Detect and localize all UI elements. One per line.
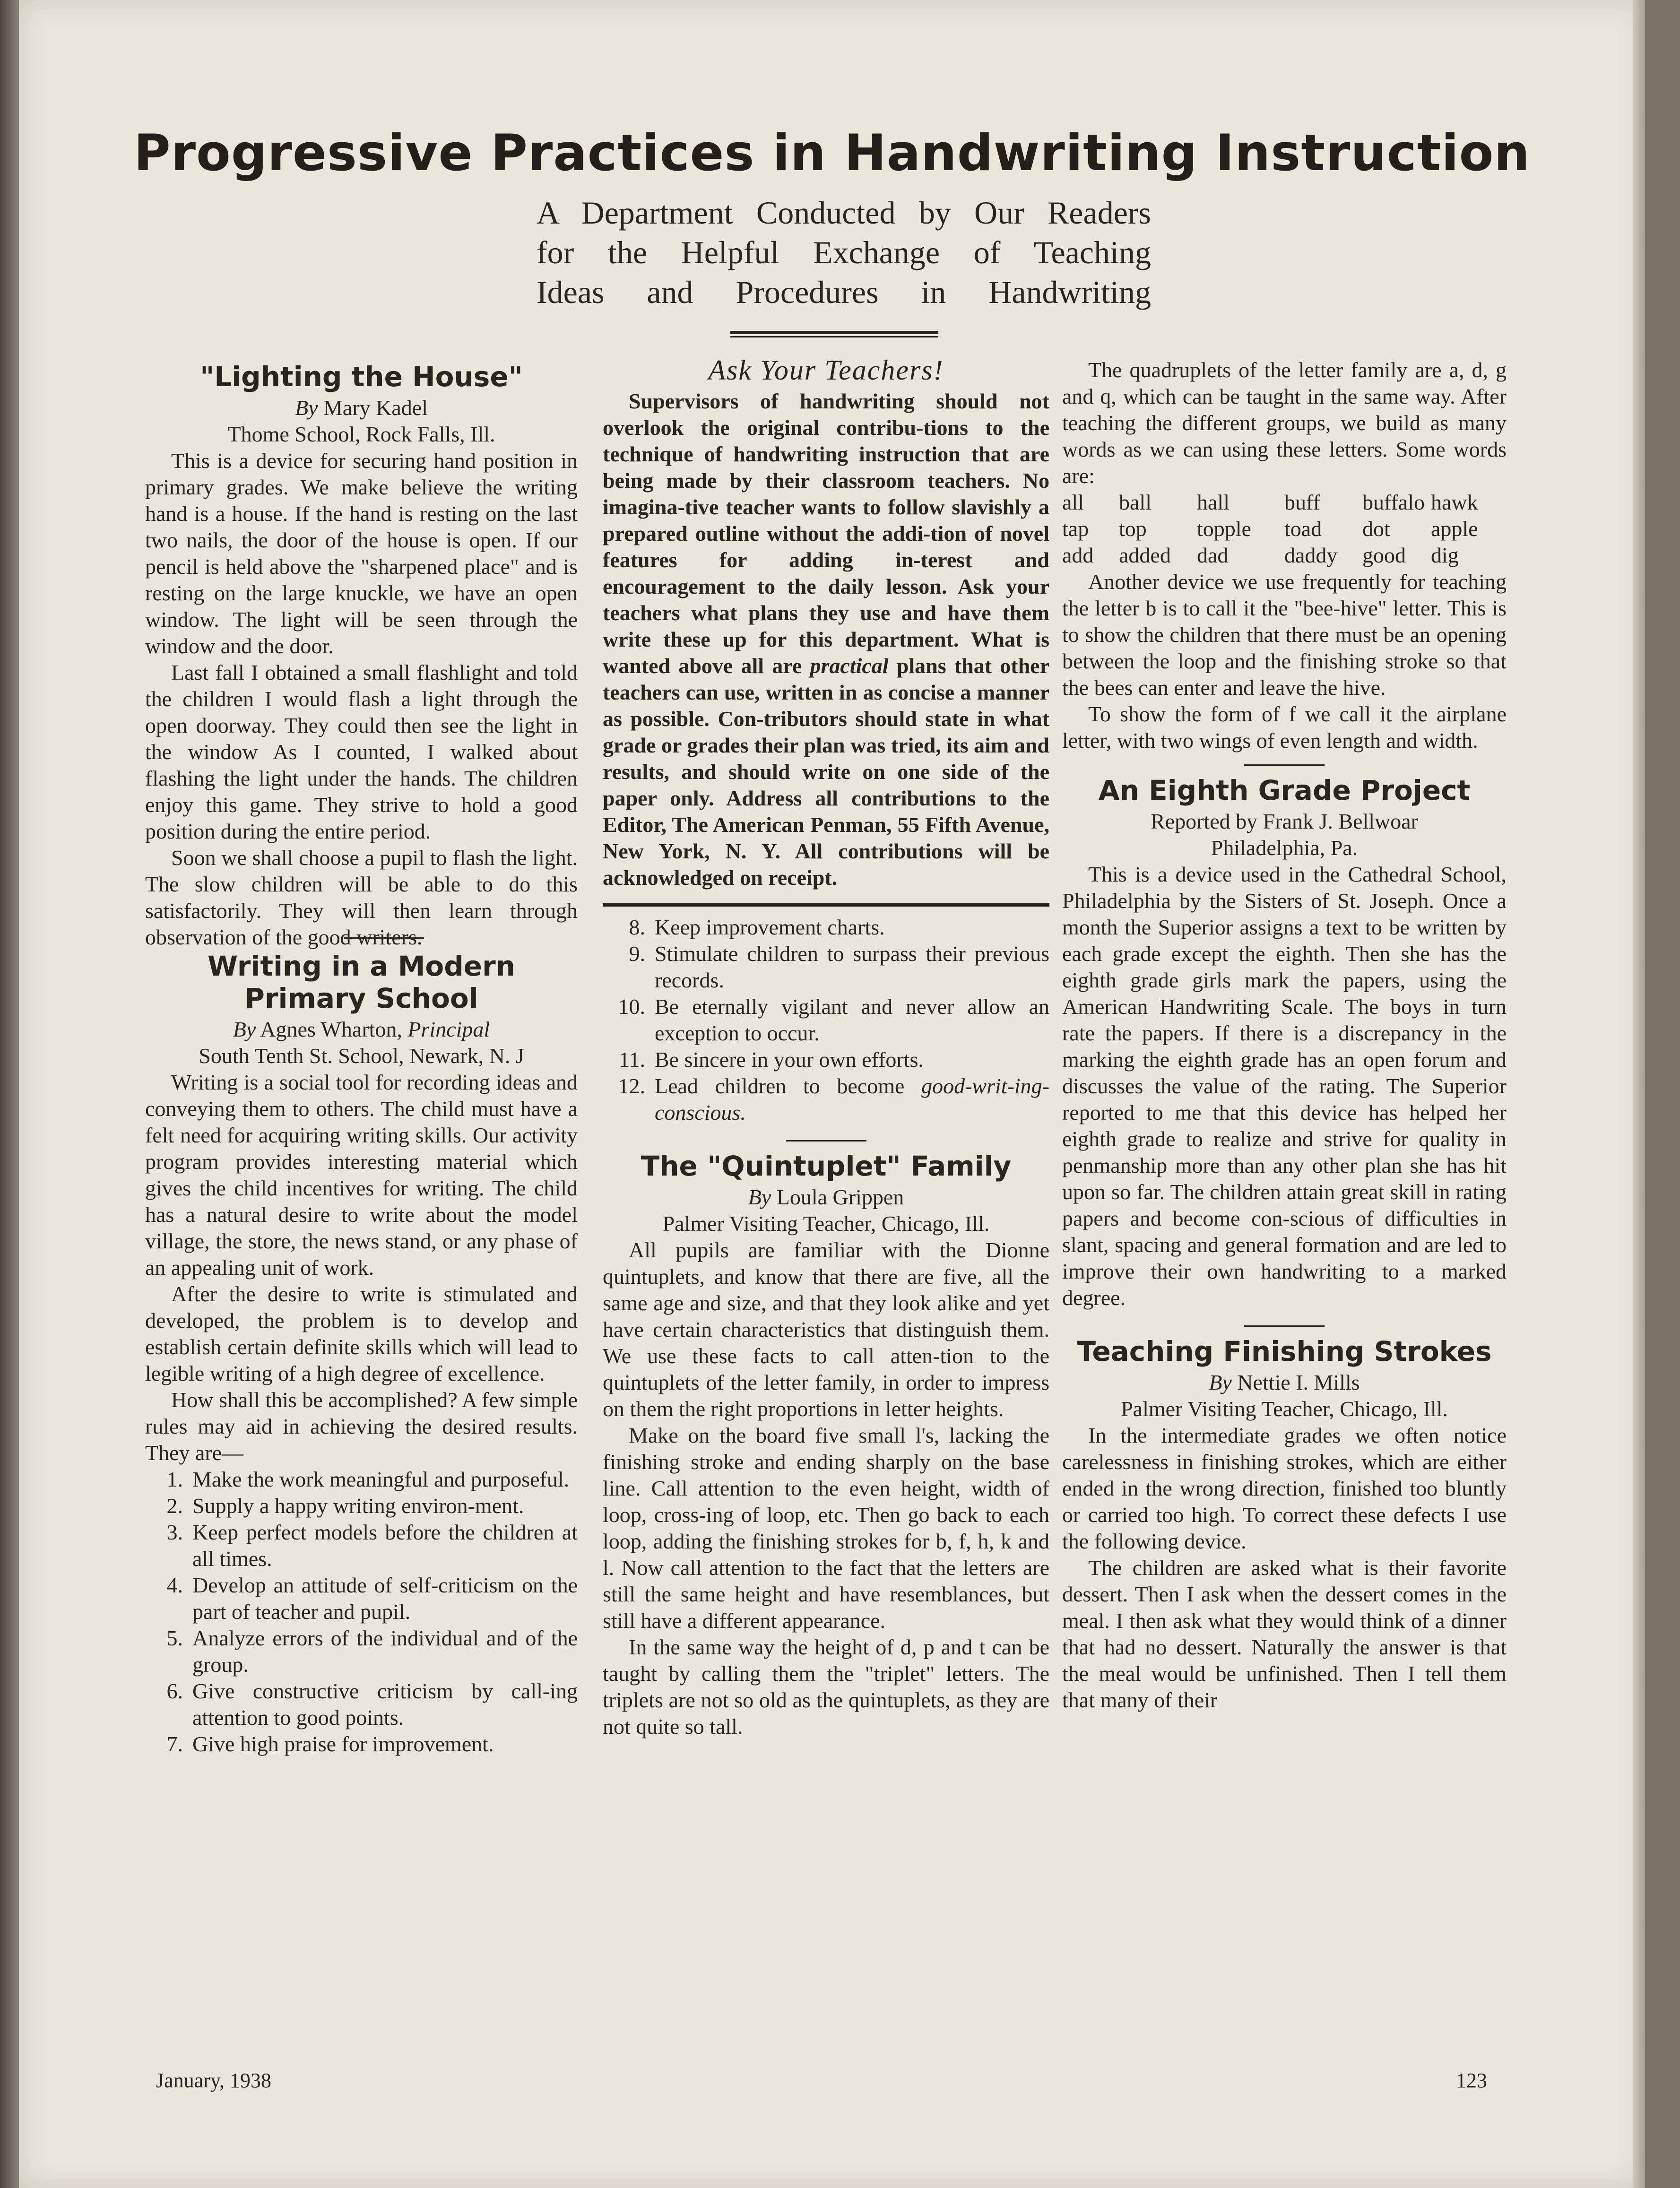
paragraph: In the intermediate grades we often notice carelessness in finishing strokes, which are either ended in the wrong direction, finished too bluntly or carried too high. To correct these defects I use the following device.	[1062, 1423, 1507, 1553]
list-item: 4. Develop an attitude of self-criticism on the part of teacher and pupil.	[166, 1573, 578, 1624]
word-item: daddy	[1284, 543, 1338, 567]
word-item: dad	[1197, 543, 1229, 567]
section-divider	[1244, 764, 1325, 766]
list-item: 8. Keep improvement charts.	[629, 915, 885, 939]
word-item: ball	[1119, 490, 1152, 514]
section-divider	[786, 1140, 866, 1142]
list-item: 11. Be sincere in your own efforts.	[619, 1047, 924, 1072]
word-item: dig	[1431, 543, 1459, 567]
page-edge-right	[1633, 0, 1645, 2188]
subtitle-line: Ideas and Procedures in Handwriting	[537, 274, 1151, 310]
page-subtitle	[537, 193, 1151, 312]
list-item: 1. Make the work meaningful and purposeful.	[166, 1467, 570, 1491]
word-item: top	[1119, 517, 1147, 541]
word-item: hall	[1197, 490, 1230, 514]
word-item: buffalo	[1362, 490, 1425, 514]
paragraph: After the desire to write is stimulated and developed, the problem is to develop and establish certain definite skills which will lead to legible writing of a high degree of excellence.	[145, 1282, 578, 1385]
word-item: dot	[1362, 517, 1390, 541]
title-divider	[730, 331, 938, 337]
word-item: hawk	[1431, 490, 1478, 514]
column-3	[1062, 357, 1507, 1713]
word-item: tap	[1062, 517, 1089, 541]
article-title-ask: Ask Your Teachers!	[708, 355, 944, 386]
byline: By Nettie I. Mills	[1209, 1370, 1360, 1394]
paragraph: To show the form of f we call it the airplane letter, with two wings of even length and width.	[1062, 702, 1507, 752]
byline: By Mary Kadel	[295, 396, 428, 420]
paragraph: Soon we shall choose a pupil to flash the light. The slow children will be able to do this satisfactorily. They will then learn through observation of the good writers.	[145, 846, 578, 949]
list-item: 2. Supply a happy writing environ-ment.	[166, 1494, 524, 1518]
article-title-quint: The "Quintuplet" Family	[641, 1150, 1012, 1182]
paragraph: How shall this be accomplished? A few simple rules may aid in achieving the desired results. They are—	[145, 1388, 578, 1465]
ask-notice: Supervisors of handwriting should not overlook the original contribu-tions to the technique of handwriting instruction that are being made by their classroom teachers. No imagina-tive teacher wants to follow slavishly a prepared outline without the addi-tion of novel features for adding in-terest and encouragement to the daily lesson. Ask your teachers what plans they use and have them write these up for this department. What is wanted above all are practical plans that other teachers can use, written in as concise a manner as possible. Con-tributors should state in what grade or grades their plan was tried, its aim and results, and should write on one side of the paper only. Address all contributions to the Editor, The American Penman, 55 Fifth Avenue, New York, N. Y. All contributions will be acknowledged on receipt.	[603, 389, 1049, 890]
affiliation: Thome School, Rock Falls, Ill.	[227, 422, 495, 446]
rules-list-continued	[603, 914, 1049, 1126]
word-item: all	[1062, 490, 1084, 514]
word-item: toad	[1284, 517, 1322, 541]
article-title-finishing: Teaching Finishing Strokes	[1077, 1335, 1492, 1367]
affiliation: Palmer Visiting Teacher, Chicago, Ill.	[662, 1211, 990, 1236]
section-divider	[1244, 1325, 1325, 1327]
word-item: add	[1062, 543, 1094, 567]
paragraph: This is a device used in the Cathedral School, Philadelphia by the Sisters of St. Joseph. Once a month the Superior assigns a text to be written by each grade except the eighth. Then she has the eighth grade girls mark the papers, using the American Handwriting Scale. The boys in turn rate the papers. If there is a discrepancy in the marking the eighth grade has an open forum and discusses the value of the rating. The Superior reported to me that this device has helped her eighth grade to realize and strive for quality in penmanship more than any other plan she has hit upon so far. The children attain great skill in rating papers and become con-scious of difficulties in slant, spacing and general formation and are led to improve their own handwriting to a marked degree.	[1062, 862, 1507, 1310]
paragraph: Another device we use frequently for teaching the letter b is to call it the "bee-hive" letter. This is to show the children that there must be an opening between the loop and the finishing stroke so that the bees can enter and leave the hive.	[1062, 570, 1507, 700]
word-list	[1062, 489, 1507, 569]
notice-divider	[603, 903, 1049, 907]
list-item: 10. Be eternally vigilant and never allow an exception to occur.	[618, 995, 1049, 1045]
paragraph: Writing is a social tool for recording ideas and conveying them to others. The child must have a felt need for acquiring writing skills. Our activity program provides interesting material which gives the child incentives for writing. The child has a natural desire to write about the model village, the store, the news stand, or any phase of an appealing unit of work.	[145, 1070, 578, 1280]
article-title-eighth: An Eighth Grade Project	[1098, 774, 1471, 806]
paragraph: Last fall I obtained a small flashlight and told the children I would flash a light through the open doorway. They could then see the light in the window As I counted, I walked about flashing the light under the hands. The children enjoy this game. They strive to hold a good position during the entire period.	[145, 660, 578, 843]
rules-list	[145, 1466, 578, 1757]
byline: By Loula Grippen	[748, 1185, 904, 1209]
column-1	[145, 357, 578, 1757]
affiliation: South Tenth St. School, Newark, N. J	[199, 1044, 524, 1068]
byline: By Agnes Wharton, Principal	[233, 1017, 490, 1041]
affiliation: Palmer Visiting Teacher, Chicago, Ill.	[1121, 1397, 1448, 1421]
page-number: 123	[1456, 2069, 1487, 2092]
footer-date: January, 1938	[156, 2069, 271, 2092]
paragraph: The quadruplets of the letter family are a, d, g and q, which can be taught in the same way. After teaching the different groups, we build as many words as we can using these letters. Some words are:	[1062, 358, 1507, 488]
word-item: good	[1362, 543, 1406, 567]
paragraph: All pupils are familiar with the Dionne quintuplets, and know that there are five, all the same age and size, and that they look alike and yet have certain characteristics that distinguish them. We use these facts to call atten-tion to the quintuplets of the letter family, in order to impress on them the right proportions in letter heights.	[603, 1238, 1049, 1421]
subtitle-line: for the Helpful Exchange of Teaching	[537, 234, 1151, 270]
page-gutter-left	[0, 0, 19, 2188]
article-title-lighting: "Lighting the House"	[200, 361, 523, 393]
affiliation: Philadelphia, Pa.	[1211, 836, 1358, 860]
word-item: topple	[1197, 517, 1251, 541]
column-2	[603, 357, 1049, 1740]
background-right	[1645, 0, 1680, 2188]
list-item: 7. Give high praise for improvement.	[166, 1732, 494, 1756]
list-item: 3. Keep perfect models before the children at all times.	[166, 1520, 578, 1571]
paragraph: This is a device for securing hand position in primary grades. We make believe the writing hand is a house. If the hand is resting on the last two nails, the door of the house is open. If our pencil is held above the "sharpened place" and is resting on the large knuckle, we have an open window. The light will be seen through the window and the door.	[145, 449, 578, 658]
subtitle-line: A Department Conducted by Our Readers	[537, 195, 1151, 231]
list-item: 9. Stimulate children to surpass their previous records.	[629, 942, 1049, 992]
article-title-modern: Writing in a Modern Primary School	[207, 950, 516, 1014]
paragraph: Make on the board five small l's, lacking the finishing stroke and ending sharply on the base line. Call attention to the even height, width of loop, cross-ing of loop, etc. Then go back to each loop, adding the finishing strokes for b, f, h, k and l. Now call attention to the fact that the letters are still the same height and have resemblances, but still have a different appearance.	[603, 1423, 1049, 1633]
list-item: 12. Lead children to become good-writ-ing-conscious.	[618, 1074, 1049, 1124]
paragraph: In the same way the height of d, p and t can be taught by calling them the "triplet" letters. The triplets are not so old as the quintuplets, as they are not quite so tall.	[603, 1635, 1049, 1738]
page-title: Progressive Practices in Handwriting Instruction	[134, 124, 1530, 182]
paragraph: The children are asked what is their favorite dessert. Then I ask when the dessert comes in the meal. I then ask what they would think of a dinner that had no dessert. Naturally the answer is that the meal would be unfinished. Then I tell them that many of their	[1062, 1556, 1507, 1712]
list-item: 5. Analyze errors of the individual and of the group.	[166, 1626, 578, 1677]
word-item: added	[1119, 543, 1171, 567]
word-item: apple	[1431, 517, 1478, 541]
byline: Reported by Frank J. Bellwoar	[1151, 809, 1418, 833]
magazine-page	[19, 0, 1645, 2188]
word-item: buff	[1284, 490, 1320, 514]
list-item: 6. Give constructive criticism by call-ing attention to good points.	[166, 1679, 578, 1730]
